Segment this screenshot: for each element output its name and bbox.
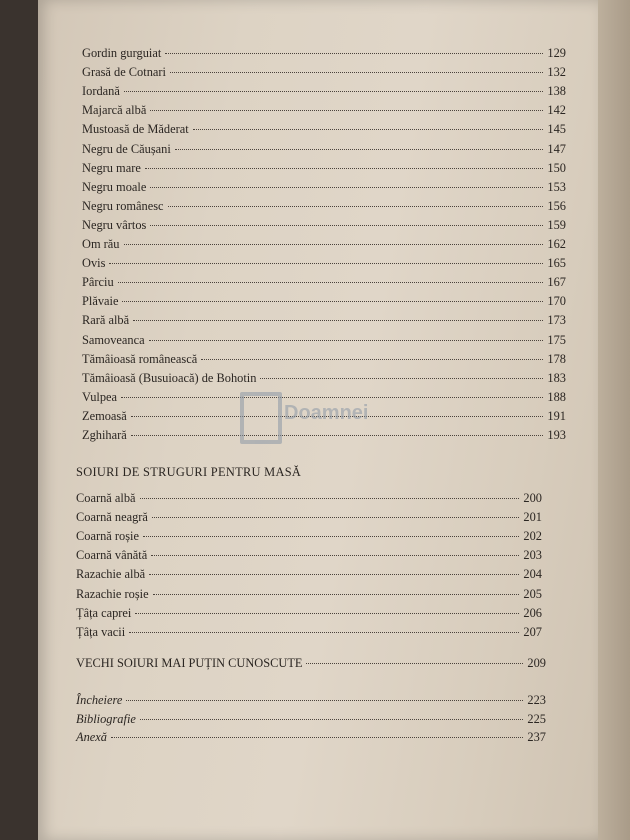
page-number: 129 — [547, 46, 566, 60]
entry-title: Zemoasă — [82, 408, 127, 423]
page-number: 147 — [547, 141, 566, 156]
entry-title: Coarnă roșie — [76, 529, 139, 544]
toc-entry-back-matter — [76, 711, 546, 727]
dot-leader — [109, 262, 543, 264]
entry-title: Coarnă vânătă — [76, 548, 148, 563]
toc-entry — [82, 102, 566, 118]
toc-entry — [76, 528, 542, 544]
dot-leader — [133, 319, 543, 321]
toc-entry — [82, 121, 566, 137]
entry-title: Tămâioasă (Busuioacă) de Bohotin — [82, 370, 257, 385]
dot-leader — [153, 593, 520, 595]
page-number: 132 — [547, 65, 566, 80]
dot-leader — [122, 300, 543, 302]
page-number: 183 — [547, 370, 566, 385]
toc-entry — [76, 566, 542, 582]
toc-entry — [82, 408, 566, 424]
entry-title: Încheiere — [76, 693, 123, 707]
dot-leader — [149, 573, 519, 575]
page-number: 175 — [547, 332, 566, 347]
entry-title: Iordană — [82, 84, 120, 99]
dot-leader — [126, 699, 523, 701]
dot-leader — [150, 109, 543, 111]
page-number: 225 — [527, 711, 546, 726]
page-number: 162 — [547, 237, 566, 251]
dot-leader — [260, 377, 543, 379]
page-number: 167 — [547, 275, 566, 290]
dot-leader — [170, 71, 543, 73]
page-number: 165 — [547, 256, 566, 271]
toc-entry — [82, 255, 566, 271]
entry-title: Zghihară — [82, 428, 127, 442]
page-number: 200 — [523, 491, 542, 505]
dot-leader — [143, 535, 519, 537]
dot-leader — [150, 186, 543, 188]
entry-title: Anexă — [76, 730, 107, 744]
dot-leader — [111, 736, 523, 738]
entry-title: Om rău — [82, 237, 120, 251]
page-number: 206 — [523, 605, 542, 620]
entry-title: VECHI SOIURI MAI PUȚIN CUNOSCUTE — [76, 656, 303, 670]
entry-title: Samoveanca — [82, 332, 145, 347]
entry-title: Plăvaie — [82, 294, 119, 309]
entry-title: Negru de Căușani — [82, 141, 171, 156]
entry-title: Coarnă neagră — [76, 510, 148, 525]
toc-entry — [82, 236, 566, 252]
toc-entry — [76, 490, 542, 506]
entry-title: Coarnă albă — [76, 491, 136, 505]
entry-title: Pârciu — [82, 275, 114, 290]
dot-leader — [175, 148, 544, 150]
page-number: 145 — [547, 122, 566, 137]
entry-title: Majarcă albă — [82, 103, 147, 118]
toc-entry — [82, 389, 566, 405]
toc-entry-back-matter — [76, 729, 546, 745]
page-number: 201 — [523, 510, 542, 525]
page-number: 191 — [547, 408, 566, 423]
dot-leader — [306, 662, 523, 664]
toc-entry — [82, 427, 566, 443]
entry-title: Negru românesc — [82, 198, 164, 213]
facing-page-edge — [598, 0, 630, 840]
entry-title: Vulpea — [82, 389, 118, 404]
dot-leader — [131, 415, 544, 417]
page-number: 205 — [523, 586, 542, 601]
dot-leader — [145, 167, 544, 169]
entry-title: Tămâioasă românească — [82, 351, 198, 366]
toc-entry — [82, 274, 566, 290]
page-number: 223 — [527, 693, 546, 707]
page-number: 142 — [547, 103, 566, 118]
dot-leader — [201, 358, 543, 360]
entry-title: Negru mare — [82, 160, 141, 175]
page-number: 209 — [527, 656, 546, 670]
entry-title: Bibliografie — [76, 711, 136, 726]
dot-leader — [193, 128, 544, 130]
entry-title: Razachie roșie — [76, 586, 149, 601]
toc-entry — [76, 547, 542, 563]
toc-entry — [82, 312, 566, 328]
section-heading-table-grapes: SOIURI DE STRUGURI PENTRU MASĂ — [76, 465, 302, 479]
entry-title: Țâța vacii — [76, 624, 126, 639]
page-number: 202 — [523, 529, 542, 544]
watermark-text: Doamnei — [284, 402, 369, 424]
toc-entry — [82, 83, 566, 99]
toc-entry — [82, 293, 566, 309]
dot-leader — [140, 497, 520, 499]
entry-title: Mustoasă de Măderat — [82, 122, 189, 137]
entry-title: Țâța caprei — [76, 605, 132, 620]
toc-entry-back-matter — [76, 692, 546, 708]
entry-title: Gordin gurguiat — [82, 46, 162, 60]
page-number: 159 — [547, 217, 566, 232]
dot-leader — [131, 434, 544, 436]
page-number: 170 — [547, 294, 566, 309]
entry-title: Negru vârtos — [82, 217, 147, 232]
entry-title: Rară albă — [82, 313, 130, 328]
page-number: 173 — [547, 313, 566, 328]
page-number: 207 — [523, 624, 542, 639]
dot-leader — [121, 396, 543, 398]
toc-entry-section — [76, 655, 546, 671]
page-number: 156 — [547, 198, 566, 213]
page-number: 237 — [527, 730, 546, 744]
page-number: 188 — [547, 389, 566, 404]
dot-leader — [124, 90, 544, 92]
dot-leader — [124, 243, 544, 245]
toc-entry — [82, 179, 566, 195]
dot-leader — [129, 631, 519, 633]
dot-leader — [118, 281, 544, 283]
page-number: 203 — [523, 548, 542, 563]
page-number: 138 — [547, 84, 566, 99]
toc-entry — [82, 217, 566, 233]
toc-entry — [82, 64, 566, 80]
page-number: 193 — [547, 428, 566, 442]
page-number: 178 — [547, 351, 566, 366]
toc-entry — [82, 141, 566, 157]
dot-leader — [165, 52, 543, 54]
page-number: 204 — [523, 567, 542, 582]
toc-entry — [82, 45, 566, 61]
toc-entry — [82, 351, 566, 367]
dot-leader — [151, 554, 519, 556]
page-number: 153 — [547, 179, 566, 194]
toc-entry — [76, 586, 542, 602]
dot-leader — [140, 718, 524, 720]
dot-leader — [150, 224, 543, 226]
toc-entry — [82, 370, 566, 386]
page-number: 150 — [547, 160, 566, 175]
entry-title: Negru moale — [82, 179, 147, 194]
entry-title: Ovis — [82, 256, 106, 271]
entry-title: Razachie albă — [76, 567, 146, 582]
entry-title: Grasă de Cotnari — [82, 65, 166, 80]
toc-entry — [76, 624, 542, 640]
dot-leader — [135, 612, 519, 614]
dot-leader — [152, 516, 520, 518]
toc-entry — [82, 160, 566, 176]
toc-entry — [82, 332, 566, 348]
toc-entry — [76, 605, 542, 621]
dot-leader — [149, 339, 544, 341]
toc-entry — [76, 509, 542, 525]
toc-entry — [82, 198, 566, 214]
dot-leader — [168, 205, 544, 207]
